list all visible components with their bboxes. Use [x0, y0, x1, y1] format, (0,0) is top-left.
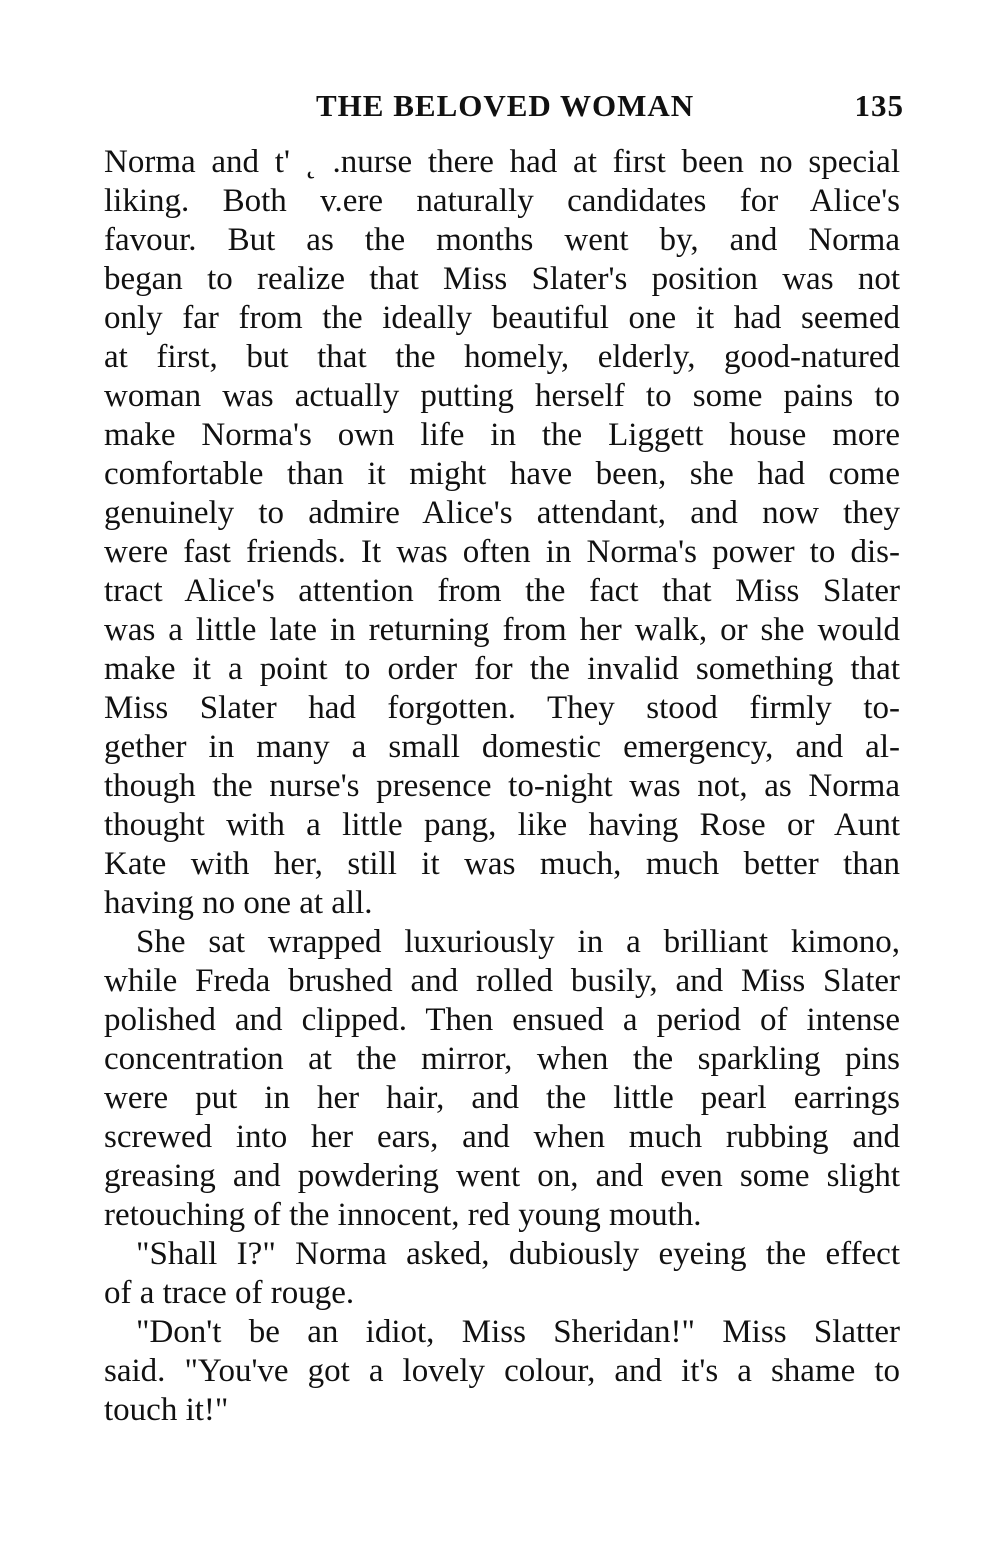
- text-line: Kate with her, still it was much, much better than: [104, 846, 900, 882]
- text-line: screwed into her ears, and when much rubbing and: [104, 1119, 900, 1155]
- text-line: while Freda brushed and rolled busily, and Miss Slater: [104, 963, 900, 999]
- paragraph: [104, 143, 900, 923]
- text-line: "Shall I?" Norma asked, dubiously eyeing the effect: [136, 1236, 900, 1272]
- text-line: favour. But as the months went by, and Norma: [104, 222, 900, 258]
- text-line: gether in many a small domestic emergency, and al-: [104, 729, 900, 765]
- text-line: polished and clipped. Then ensued a period of intense: [104, 1002, 900, 1038]
- paragraph: [104, 1235, 900, 1313]
- text-line: genuinely to admire Alice's attendant, and now they: [104, 495, 900, 531]
- text-line: were put in her hair, and the little pearl earrings: [104, 1080, 900, 1116]
- text-line: concentration at the mirror, when the sparkling pins: [104, 1041, 900, 1077]
- text-line: at first, but that the homely, elderly, good-natured: [104, 339, 900, 375]
- paragraph: [104, 1313, 900, 1430]
- text-line: greasing and powdering went on, and even some slight: [104, 1158, 900, 1194]
- text-line: only far from the ideally beautiful one it had seemed: [104, 300, 900, 336]
- body-text: [104, 143, 900, 1430]
- text-line: of a trace of rouge.: [104, 1275, 355, 1311]
- text-line: were fast friends. It was often in Norma's power to dis-: [104, 534, 900, 570]
- text-line: thought with a little pang, like having Rose or Aunt: [104, 807, 900, 843]
- text-line: touch it!": [104, 1392, 229, 1428]
- running-title: THE BELOVED WOMAN: [316, 88, 695, 123]
- text-line: make Norma's own life in the Liggett house more: [104, 417, 900, 453]
- text-line: "Don't be an idiot, Miss Sheridan!" Miss Slatter: [136, 1314, 900, 1350]
- page-number: 135: [854, 88, 904, 123]
- text-line: comfortable than it might have been, she had come: [104, 456, 900, 492]
- text-line: said. "You've got a lovely colour, and it's a shame to: [104, 1353, 900, 1389]
- text-line: tract Alice's attention from the fact that Miss Slater: [104, 573, 900, 609]
- text-line: was a little late in returning from her walk, or she would: [104, 612, 900, 648]
- text-line: though the nurse's presence to-night was not, as Norma: [104, 768, 900, 804]
- paragraph: [104, 923, 900, 1235]
- text-line: Miss Slater had forgotten. They stood firmly to-: [104, 690, 900, 726]
- text-line: retouching of the innocent, red young mouth.: [104, 1197, 702, 1233]
- text-line: She sat wrapped luxuriously in a brilliant kimono,: [136, 924, 900, 960]
- text-line: began to realize that Miss Slater's position was not: [104, 261, 900, 297]
- text-line: having no one at all.: [104, 885, 373, 921]
- text-line: woman was actually putting herself to some pains to: [104, 378, 900, 414]
- text-line: make it a point to order for the invalid something that: [104, 651, 900, 687]
- text-line: liking. Both v.ere naturally candidates for Alice's: [104, 183, 900, 219]
- running-head: [104, 86, 904, 126]
- text-line: Norma and t' ˛ .nurse there had at first been no special: [104, 144, 900, 180]
